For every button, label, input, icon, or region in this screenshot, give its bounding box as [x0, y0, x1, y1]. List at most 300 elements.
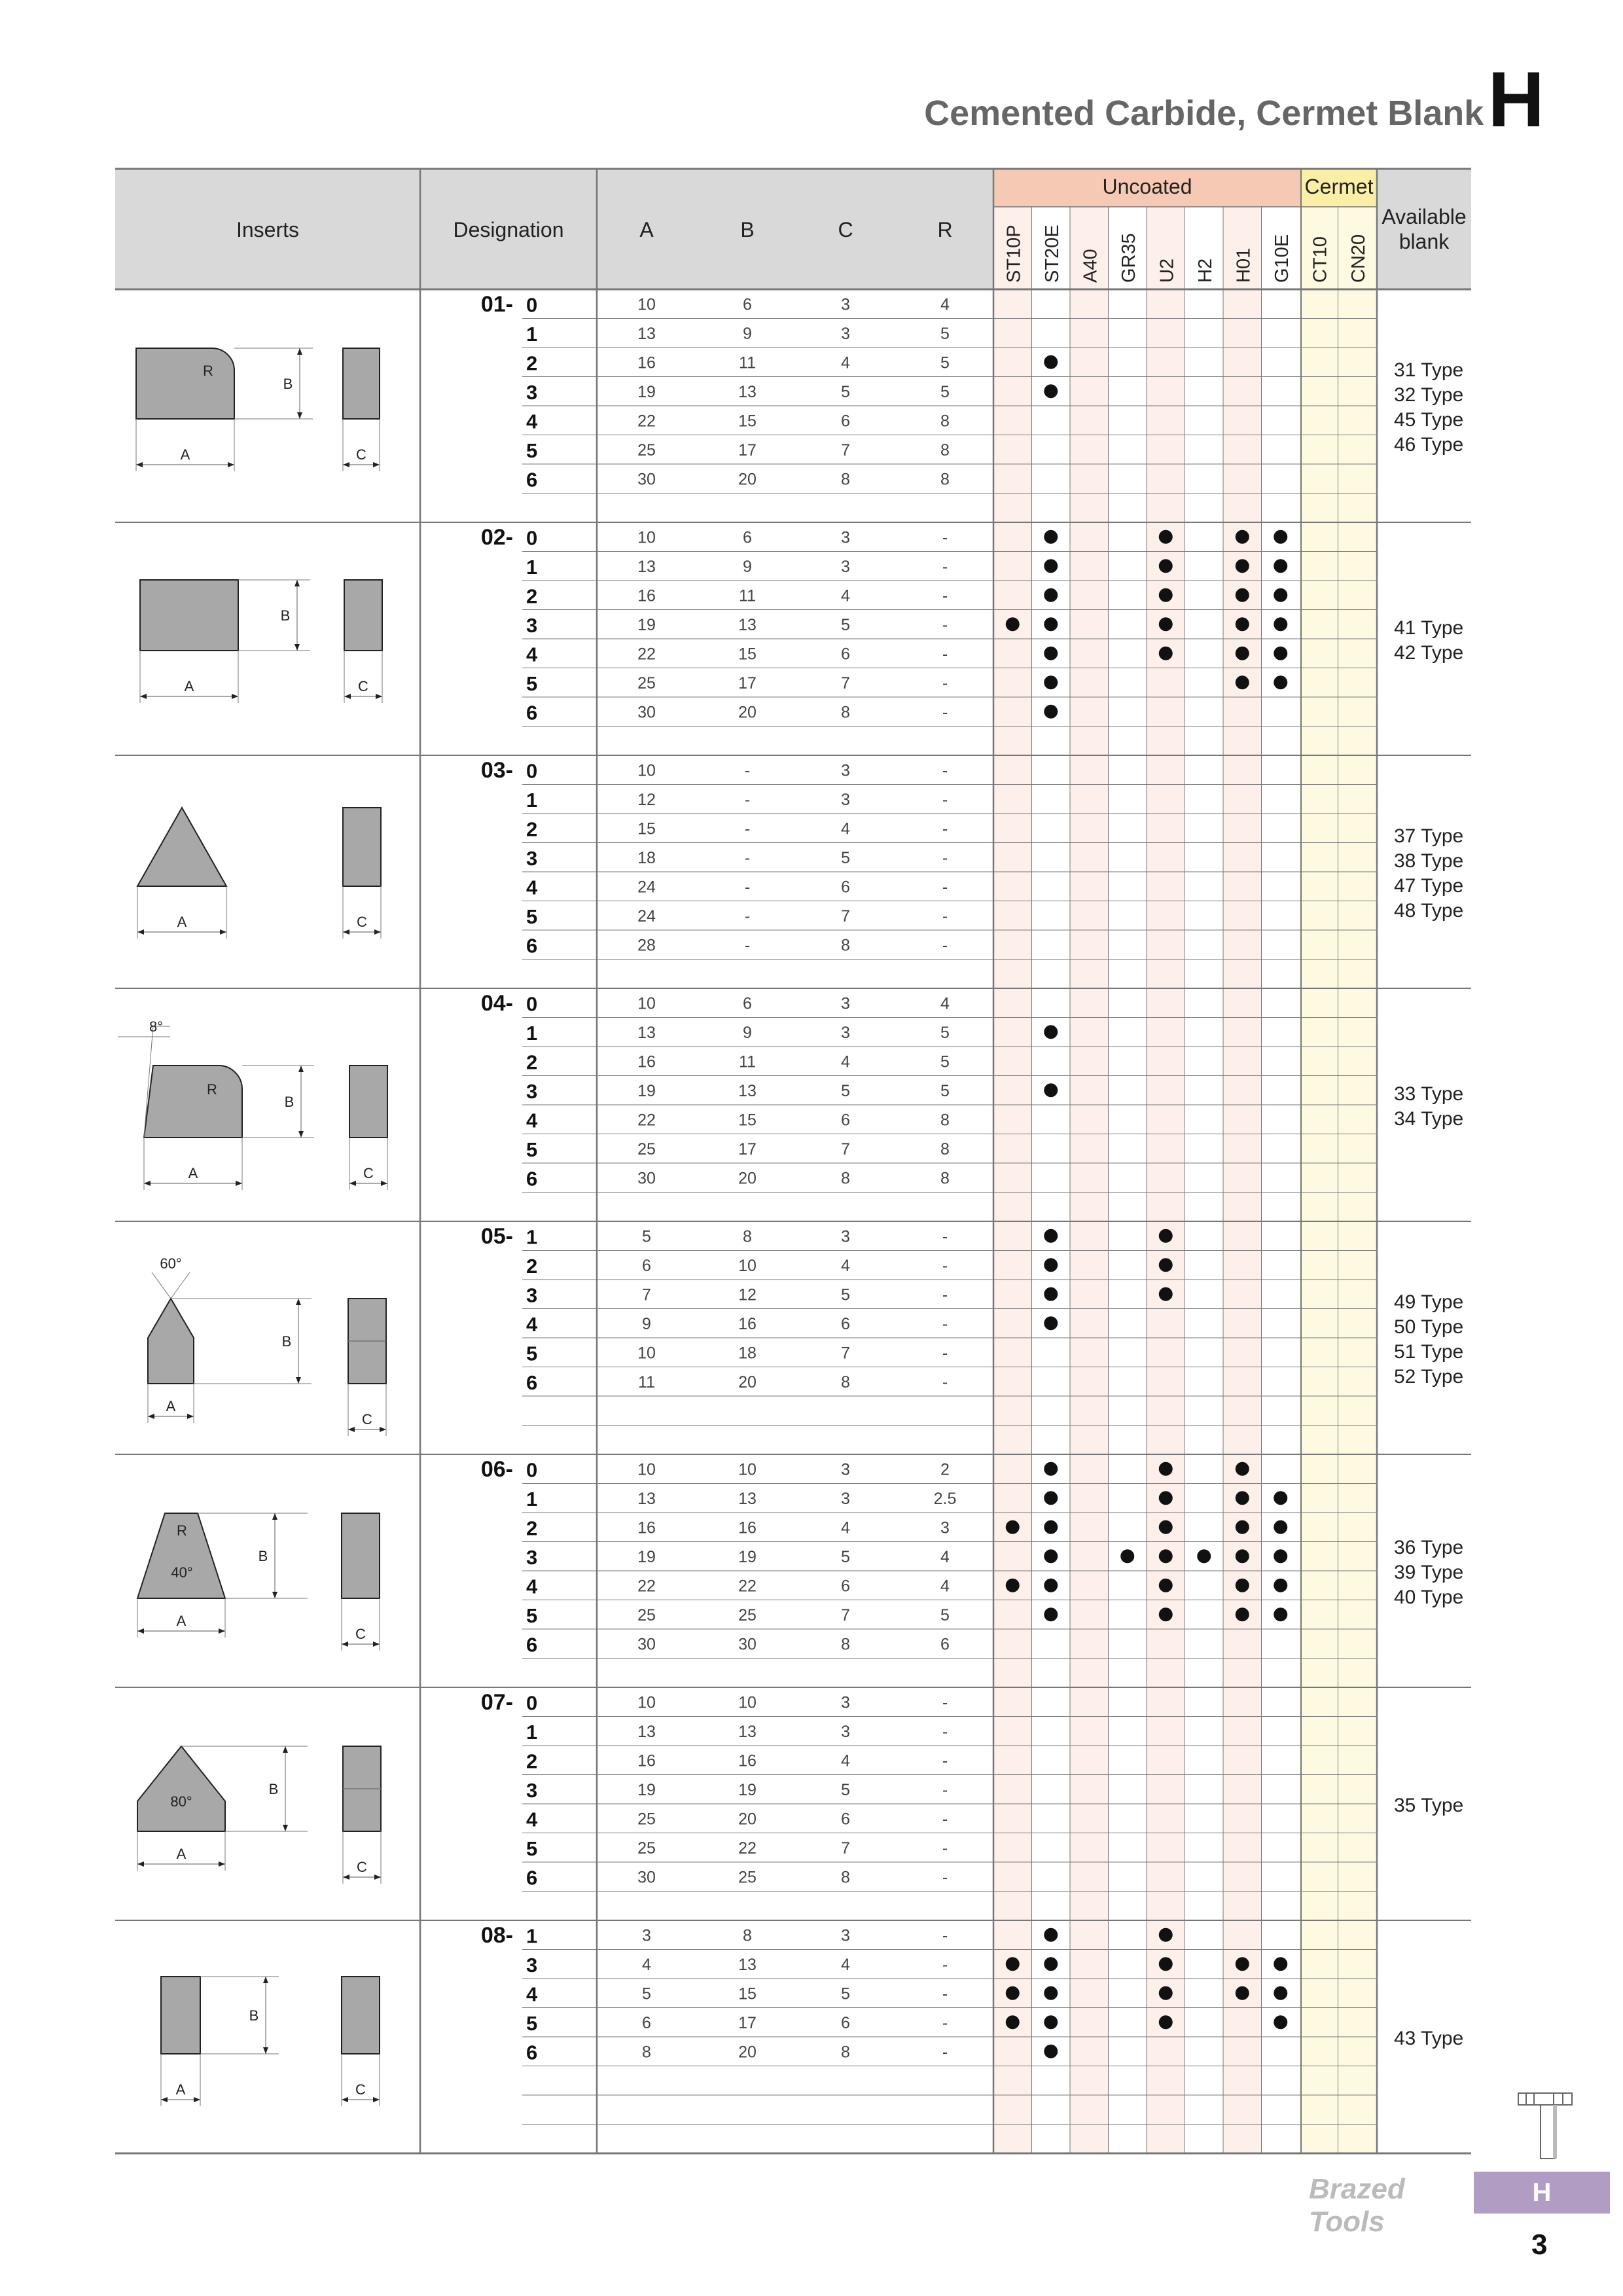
row-number: 5	[526, 905, 538, 928]
dim-value-c: 6	[841, 878, 850, 897]
row-number: 4	[526, 1982, 538, 2006]
dim-value-b: 30	[738, 1635, 757, 1654]
group-prefix: 01-	[480, 292, 513, 317]
row-number: 3	[526, 846, 538, 870]
dim-value-a: 13	[637, 557, 656, 576]
dim-value-a: 22	[637, 412, 656, 431]
dim-value-a: 25	[637, 1139, 656, 1158]
availability-dot	[1236, 559, 1249, 573]
dim-value-r: -	[942, 848, 948, 867]
dim-c-label: C	[358, 678, 368, 694]
side-view	[343, 348, 380, 419]
dim-value-r: -	[942, 703, 948, 722]
row-number: 4	[526, 643, 538, 666]
header-inserts: Inserts	[236, 218, 300, 242]
dim-value-c: 4	[841, 586, 850, 605]
available-blank-type: 51 Type	[1394, 1341, 1464, 1363]
dim-value-a: 6	[642, 1256, 651, 1275]
insert-shape	[137, 808, 226, 886]
dim-value-a: 24	[637, 878, 656, 897]
dim-value-b: 8	[743, 1227, 752, 1246]
dim-value-r: -	[942, 936, 948, 955]
row-number: 1	[526, 1021, 538, 1045]
dim-value-c: 7	[841, 1139, 850, 1158]
dim-value-a: 9	[642, 1314, 651, 1333]
dim-value-b: 19	[738, 1547, 757, 1566]
availability-dot	[1044, 1986, 1058, 2000]
dim-value-b: 10	[738, 1256, 757, 1275]
availability-dot	[1044, 675, 1058, 689]
row-number: 2	[526, 1050, 538, 1074]
row-number: 0	[526, 759, 538, 783]
availability-dot	[1044, 1083, 1058, 1097]
page-number: 3	[1531, 2229, 1548, 2261]
dim-value-b: 10	[738, 1693, 757, 1712]
availability-dot	[1044, 1316, 1058, 1330]
dim-c-label: C	[362, 1411, 372, 1427]
dim-value-a: 22	[637, 1111, 656, 1130]
dim-value-a: 16	[637, 1052, 656, 1071]
dim-value-r: -	[942, 1256, 948, 1275]
dim-value-b: 20	[738, 1372, 757, 1391]
dim-value-r: -	[942, 906, 948, 925]
availability-dot	[1236, 1520, 1249, 1534]
dim-value-b: -	[744, 819, 751, 838]
grade-col-bg	[1300, 207, 1338, 2153]
available-blank-type: 45 Type	[1394, 409, 1464, 431]
availability-dot	[1236, 1607, 1249, 1621]
availability-dot	[1159, 647, 1173, 660]
group-prefix: 03-	[480, 758, 513, 783]
availability-dot	[1159, 1287, 1173, 1301]
availability-dot	[1236, 1549, 1249, 1563]
row-number: 4	[526, 1109, 538, 1132]
grade-header: G10E	[1271, 234, 1293, 283]
dim-value-b: -	[744, 790, 751, 809]
available-blank-type: 37 Type	[1394, 825, 1464, 847]
availability-dot	[1159, 2015, 1173, 2029]
group-prefix: 08-	[480, 1923, 513, 1948]
side-view	[349, 1066, 387, 1138]
availability-dot	[1274, 559, 1287, 573]
dim-value-r: -	[942, 819, 948, 838]
header-designation: Designation	[453, 218, 564, 242]
dim-value-a: 10	[637, 994, 656, 1013]
dim-value-b: 9	[743, 1023, 752, 1042]
dim-c-label: C	[357, 914, 367, 930]
grade-col-bg	[1223, 207, 1262, 2153]
dim-b-label: B	[280, 607, 291, 624]
dim-a-label: A	[188, 1165, 198, 1181]
insert-shape	[137, 1746, 225, 1831]
available-blank-type: 36 Type	[1394, 1537, 1464, 1558]
row-number: 1	[526, 1487, 538, 1511]
available-blank-type: 33 Type	[1394, 1083, 1464, 1105]
row-number: 3	[526, 1778, 538, 1802]
dim-value-a: 25	[637, 440, 656, 459]
group-prefix: 06-	[480, 1457, 513, 1482]
dim-value-c: 4	[841, 1955, 850, 1974]
availability-dot	[1274, 530, 1287, 544]
availability-dot	[1159, 1549, 1173, 1563]
availability-dot	[1044, 355, 1058, 369]
dim-b-label: B	[268, 1781, 279, 1797]
availability-dot	[1236, 530, 1249, 544]
insert-shape	[148, 1299, 194, 1384]
dim-value-b: 6	[743, 528, 752, 547]
availability-dot	[1159, 1579, 1173, 1592]
dim-value-c: 5	[841, 615, 850, 634]
dim-value-a: 30	[637, 470, 656, 489]
dim-value-a: 30	[637, 1169, 656, 1188]
dim-a-label: A	[176, 1846, 187, 1862]
dim-value-r: -	[942, 878, 948, 897]
availability-dot	[1159, 1462, 1173, 1476]
dim-value-a: 19	[637, 1780, 656, 1799]
dim-value-r: -	[942, 2013, 948, 2032]
grade-header: CN20	[1347, 234, 1369, 283]
available-blank-type: 48 Type	[1394, 900, 1464, 922]
available-blank-type: 46 Type	[1394, 434, 1464, 456]
dim-value-r: -	[942, 1314, 948, 1333]
availability-dot	[1159, 559, 1173, 573]
dim-value-b: 11	[739, 1052, 756, 1071]
available-blank-type: 39 Type	[1394, 1562, 1464, 1583]
dim-value-a: 10	[637, 1693, 656, 1712]
available-blank-type: 32 Type	[1394, 384, 1464, 406]
availability-dot	[1236, 647, 1249, 660]
availability-dot	[1274, 1491, 1287, 1505]
row-number: 3	[526, 1079, 538, 1103]
availability-dot	[1274, 1549, 1287, 1563]
dim-value-b: 20	[738, 2043, 757, 2062]
dim-value-a: 13	[637, 1023, 656, 1042]
dim-b-label: B	[284, 1094, 294, 1110]
dim-value-a: 7	[642, 1285, 651, 1304]
angle-ref-line	[152, 1272, 171, 1299]
availability-dot	[1274, 588, 1287, 602]
row-number: 6	[526, 468, 538, 492]
dim-value-a: 16	[637, 586, 656, 605]
dim-value-b: 17	[738, 2013, 757, 2032]
available-blank-type: 42 Type	[1394, 642, 1464, 664]
dim-value-b: 13	[738, 615, 757, 634]
grade-header: A40	[1080, 249, 1101, 283]
dim-value-r: -	[942, 1372, 948, 1391]
dim-value-r: 8	[940, 1169, 950, 1188]
availability-dot	[1006, 1986, 1020, 2000]
dim-value-a: 12	[637, 790, 656, 809]
availability-dot	[1236, 675, 1249, 689]
availability-dot	[1274, 1579, 1287, 1592]
availability-dot	[1120, 1549, 1134, 1563]
dim-value-r: -	[942, 1751, 948, 1770]
dim-value-c: 3	[841, 790, 850, 809]
grade-header: ST20E	[1041, 224, 1063, 283]
header-available-line2: blank	[1399, 230, 1450, 253]
available-blank-type: 47 Type	[1394, 875, 1464, 897]
availability-dot	[1274, 1520, 1287, 1534]
dim-value-r: -	[942, 586, 948, 605]
dim-value-c: 7	[841, 440, 850, 459]
availability-dot	[1044, 1957, 1058, 1971]
dim-value-r: -	[942, 2043, 948, 2062]
header-dim: R	[937, 218, 953, 242]
availability-dot	[1159, 1986, 1173, 2000]
availability-dot	[1236, 1957, 1249, 1971]
dim-value-r: -	[942, 1810, 948, 1829]
availability-dot	[1159, 588, 1173, 602]
angle-ref-line	[171, 1272, 190, 1299]
dim-angle-label: 80°	[170, 1793, 192, 1810]
dim-value-c: 3	[841, 1722, 850, 1741]
dim-value-a: 25	[637, 1839, 656, 1857]
insert-shape	[140, 580, 238, 651]
dim-c-label: C	[363, 1165, 374, 1181]
dim-value-c: 3	[841, 994, 850, 1013]
row-number: 2	[526, 817, 538, 841]
dim-value-b: 16	[738, 1314, 757, 1333]
dim-r-label: R	[203, 363, 213, 379]
dim-value-r: -	[942, 1227, 948, 1246]
dim-c-label: C	[356, 446, 366, 463]
dim-value-c: 7	[841, 1605, 850, 1624]
dim-value-a: 10	[637, 1344, 656, 1363]
dim-value-a: 4	[642, 1955, 651, 1974]
dim-value-r: 5	[940, 1052, 950, 1071]
dim-value-a: 25	[637, 673, 656, 692]
section-tab[interactable]: H	[1474, 2172, 1610, 2214]
dim-value-a: 22	[637, 1577, 656, 1596]
dim-value-a: 30	[637, 703, 656, 722]
row-number: 6	[526, 2041, 538, 2064]
dim-value-a: 28	[637, 936, 656, 955]
dim-value-r: -	[942, 1868, 948, 1887]
row-number: 5	[526, 439, 538, 462]
dim-value-a: 15	[637, 819, 656, 838]
dim-value-r: 4	[940, 994, 950, 1013]
dim-value-c: 3	[841, 761, 850, 780]
dim-value-b: 15	[738, 1984, 757, 2003]
row-number: 2	[526, 1749, 538, 1773]
dim-value-r: 4	[940, 1547, 950, 1566]
side-view	[343, 808, 381, 886]
availability-dot	[1274, 1607, 1287, 1621]
dim-r-label: R	[207, 1081, 217, 1098]
dim-value-c: 4	[841, 1751, 850, 1770]
grade-header: ST10P	[1003, 224, 1025, 283]
row-number: 4	[526, 1808, 538, 1831]
availability-dot	[1274, 1957, 1287, 1971]
dim-value-b: 6	[743, 295, 752, 314]
availability-dot	[1236, 1986, 1249, 2000]
availability-dot	[1236, 588, 1249, 602]
dim-value-b: 11	[739, 353, 756, 372]
availability-dot	[1159, 1957, 1173, 1971]
availability-dot	[1159, 1258, 1173, 1272]
dim-value-r: 5	[940, 324, 950, 343]
dim-value-c: 6	[841, 1314, 850, 1333]
row-number: 3	[526, 1953, 538, 1977]
availability-dot	[1044, 1520, 1058, 1534]
dim-value-c: 3	[841, 324, 850, 343]
dim-value-r: -	[942, 1955, 948, 1974]
row-number: 4	[526, 1575, 538, 1598]
dim-value-a: 16	[637, 353, 656, 372]
dim-value-c: 4	[841, 1052, 850, 1071]
availability-dot	[1159, 1229, 1173, 1243]
dim-value-c: 4	[841, 1518, 850, 1537]
availability-dot	[1044, 647, 1058, 660]
availability-dot	[1044, 384, 1058, 398]
dim-value-c: 4	[841, 819, 850, 838]
row-number: 5	[526, 1604, 538, 1627]
dim-value-b: 17	[738, 673, 757, 692]
dim-value-b: 25	[738, 1868, 757, 1887]
dim-value-c: 3	[841, 528, 850, 547]
dim-value-c: 7	[841, 1344, 850, 1363]
dim-value-b: -	[744, 761, 751, 780]
dim-value-b: -	[744, 906, 751, 925]
dim-value-b: 13	[738, 1489, 757, 1508]
row-number: 0	[526, 526, 538, 550]
dim-value-b: 17	[738, 440, 757, 459]
dim-value-r: -	[942, 557, 948, 576]
row-number: 0	[526, 1458, 538, 1482]
dim-value-c: 5	[841, 1780, 850, 1799]
dim-value-r: 5	[940, 353, 950, 372]
available-blank-type: 41 Type	[1394, 617, 1464, 639]
group-prefix: 04-	[480, 991, 513, 1016]
group-prefix: 07-	[480, 1690, 513, 1715]
row-number: 1	[526, 788, 538, 812]
availability-dot	[1044, 1607, 1058, 1621]
dim-value-a: 11	[638, 1372, 655, 1391]
header-dim: C	[838, 218, 853, 242]
side-view	[342, 1977, 380, 2054]
row-number: 4	[526, 410, 538, 433]
dim-value-a: 24	[637, 906, 656, 925]
availability-dot	[1044, 1258, 1058, 1272]
dim-value-b: 15	[738, 645, 757, 664]
availability-dot	[1006, 617, 1020, 631]
dim-value-b: 17	[738, 1139, 757, 1158]
dim-value-b: 13	[738, 382, 757, 401]
availability-dot	[1159, 1491, 1173, 1505]
dim-value-c: 8	[841, 1635, 850, 1654]
row-number: 5	[526, 1138, 538, 1161]
dim-value-a: 19	[637, 382, 656, 401]
dim-value-b: 9	[743, 324, 752, 343]
dim-value-c: 5	[841, 1547, 850, 1566]
dim-value-a: 13	[637, 324, 656, 343]
availability-dot	[1274, 675, 1287, 689]
availability-dot	[1044, 1928, 1058, 1942]
header-cermet: Cermet	[1304, 175, 1374, 198]
header-dim: B	[740, 218, 755, 242]
brazed-tool-icon	[1517, 2088, 1576, 2170]
available-blank-type: 31 Type	[1394, 359, 1464, 381]
dim-value-a: 5	[642, 1984, 651, 2003]
dim-value-c: 3	[841, 295, 850, 314]
header-dim: A	[639, 218, 654, 242]
dim-value-b: 8	[743, 1926, 752, 1945]
row-number: 1	[526, 322, 538, 346]
dim-value-b: 15	[738, 412, 757, 431]
row-number: 1	[526, 1225, 538, 1249]
availability-dot	[1236, 617, 1249, 631]
row-number: 6	[526, 1371, 538, 1394]
grade-col-bg	[1147, 207, 1185, 2153]
dim-value-a: 10	[637, 295, 656, 314]
dim-value-b: 13	[738, 1722, 757, 1741]
dim-a-label: A	[176, 1613, 187, 1629]
dim-angle-label: 8°	[149, 1018, 164, 1035]
row-number: 3	[526, 1545, 538, 1569]
availability-dot	[1274, 2015, 1287, 2029]
row-number: 6	[526, 701, 538, 725]
available-blank-type: 43 Type	[1394, 2028, 1464, 2049]
row-number: 4	[526, 876, 538, 899]
dim-value-r: -	[942, 1693, 948, 1712]
availability-dot	[1044, 1579, 1058, 1592]
dim-value-a: 3	[642, 1926, 651, 1945]
dim-value-r: -	[942, 615, 948, 634]
dim-angle-label: 60°	[160, 1255, 182, 1272]
dim-value-b: 12	[738, 1285, 757, 1304]
header-bg-available	[1377, 169, 1471, 289]
dim-value-b: 22	[738, 1577, 757, 1596]
row-number: 2	[526, 1516, 538, 1540]
dim-value-a: 22	[637, 645, 656, 664]
dim-value-c: 6	[841, 1111, 850, 1130]
availability-dot	[1236, 1579, 1249, 1592]
dim-c-label: C	[355, 2081, 366, 2098]
row-number: 5	[526, 1342, 538, 1365]
insert-shape	[136, 348, 234, 419]
availability-dot	[1044, 1287, 1058, 1301]
dim-value-b: 15	[738, 1111, 757, 1130]
dim-value-b: -	[744, 848, 751, 867]
dim-value-b: 20	[738, 1169, 757, 1188]
row-number: 6	[526, 1633, 538, 1657]
dim-value-r: -	[942, 645, 948, 664]
dim-value-c: 4	[841, 353, 850, 372]
row-number: 1	[526, 555, 538, 579]
row-number: 6	[526, 934, 538, 958]
dim-value-c: 8	[841, 1372, 850, 1391]
dim-b-label: B	[249, 2007, 259, 2024]
dim-value-r: -	[942, 1984, 948, 2003]
dim-value-c: 8	[841, 1169, 850, 1188]
dim-r-label: R	[177, 1522, 187, 1539]
available-blank-type: 35 Type	[1394, 1795, 1464, 1816]
availability-dot	[1044, 705, 1058, 719]
dim-b-label: B	[258, 1548, 268, 1564]
dim-value-b: 18	[738, 1344, 757, 1363]
dim-value-a: 10	[637, 1460, 656, 1479]
available-blank-type: 52 Type	[1394, 1366, 1464, 1388]
available-blank-type: 40 Type	[1394, 1587, 1464, 1608]
availability-dot	[1044, 1462, 1058, 1476]
dim-value-c: 6	[841, 1577, 850, 1596]
availability-dot	[1274, 617, 1287, 631]
group-prefix: 02-	[480, 525, 513, 550]
available-blank-type: 34 Type	[1394, 1108, 1464, 1130]
header-uncoated: Uncoated	[1102, 175, 1192, 198]
dim-value-b: 22	[738, 1839, 757, 1857]
availability-dot	[1044, 1549, 1058, 1563]
